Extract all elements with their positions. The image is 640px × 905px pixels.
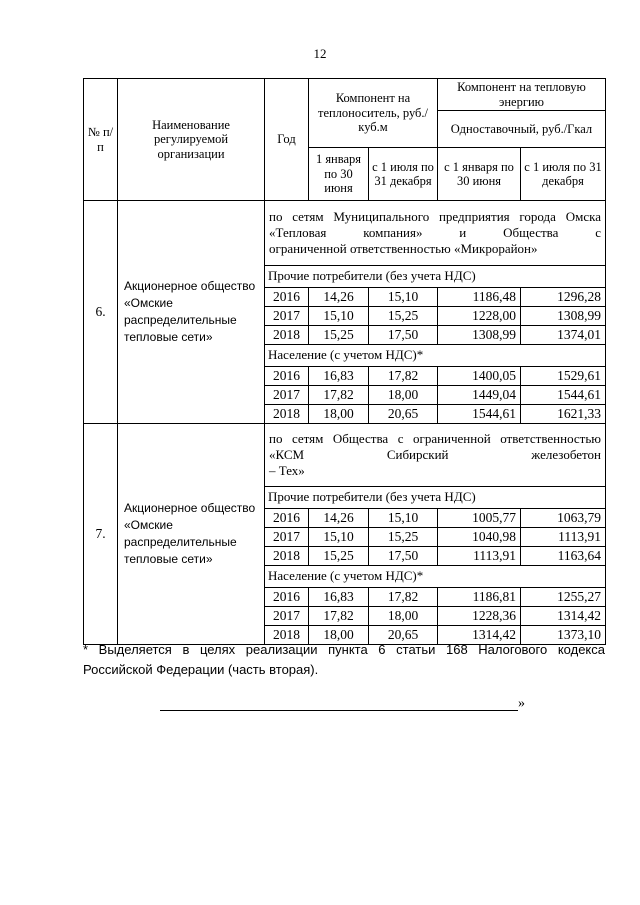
carrier-h2-cell: 20,65 <box>369 626 438 645</box>
year-cell: 2016 <box>265 288 309 307</box>
heat-h2-cell: 1113,91 <box>521 528 606 547</box>
carrier-h1-cell: 14,26 <box>309 288 369 307</box>
header-carrier: Компонент на теплоноситель, руб./куб.м <box>309 79 438 148</box>
carrier-h1-cell: 15,10 <box>309 528 369 547</box>
closing-line <box>160 696 530 716</box>
year-cell: 2017 <box>265 528 309 547</box>
year-cell: 2016 <box>265 588 309 607</box>
carrier-h2-cell: 15,25 <box>369 528 438 547</box>
carrier-h1-cell: 16,83 <box>309 367 369 386</box>
heat-h2-cell: 1063,79 <box>521 509 606 528</box>
organization-name: Акционерное общество «Омские распределительные тепловые сети» <box>118 201 265 424</box>
year-cell: 2018 <box>265 405 309 424</box>
consumer-group-label: Население (с учетом НДС)* <box>265 566 606 588</box>
header-org: Наименование регулируемой организации <box>118 79 265 201</box>
heat-h1-cell: 1186,48 <box>438 288 521 307</box>
heat-h1-cell: 1308,99 <box>438 326 521 345</box>
carrier-h2-cell: 17,82 <box>369 367 438 386</box>
year-cell: 2017 <box>265 386 309 405</box>
year-cell: 2018 <box>265 326 309 345</box>
heat-h2-cell: 1374,01 <box>521 326 606 345</box>
carrier-h2-cell: 20,65 <box>369 405 438 424</box>
consumer-group-label: Прочие потребители (без учета НДС) <box>265 266 606 288</box>
page-number: 12 <box>313 46 327 61</box>
network-description <box>265 201 606 266</box>
year-cell: 2016 <box>265 367 309 386</box>
carrier-h2-cell: 17,50 <box>369 326 438 345</box>
heat-h1-cell: 1228,36 <box>438 607 521 626</box>
header-period-4: с 1 июля по 31 декабря <box>521 148 606 201</box>
heat-h2-cell: 1373,10 <box>521 626 606 645</box>
network-row <box>84 201 606 266</box>
heat-h2-cell: 1296,28 <box>521 288 606 307</box>
carrier-h1-cell: 14,26 <box>309 509 369 528</box>
heat-h1-cell: 1113,91 <box>438 547 521 566</box>
consumer-group-label: Прочие потребители (без учета НДС) <box>265 487 606 509</box>
carrier-h2-cell: 15,10 <box>369 509 438 528</box>
year-cell: 2016 <box>265 509 309 528</box>
heat-h1-cell: 1449,04 <box>438 386 521 405</box>
signature-line <box>160 710 518 711</box>
network-text-end: ограниченной ответственностью «Микрорайон» <box>269 241 538 257</box>
carrier-h1-cell: 18,00 <box>309 405 369 424</box>
carrier-h1-cell: 15,10 <box>309 307 369 326</box>
header-year: Год <box>265 79 309 201</box>
carrier-h1-cell: 15,25 <box>309 547 369 566</box>
carrier-h1-cell: 15,25 <box>309 326 369 345</box>
heat-h2-cell: 1308,99 <box>521 307 606 326</box>
tariff-table <box>83 78 606 645</box>
network-text-end: – Тех» <box>269 463 305 479</box>
heat-h1-cell: 1186,81 <box>438 588 521 607</box>
heat-h2-cell: 1255,27 <box>521 588 606 607</box>
header-row <box>84 79 606 111</box>
carrier-h1-cell: 16,83 <box>309 588 369 607</box>
carrier-h2-cell: 18,00 <box>369 386 438 405</box>
header-single-rate: Одноставочный, руб./Гкал <box>438 111 606 148</box>
heat-h1-cell: 1314,42 <box>438 626 521 645</box>
header-period-2: с 1 июля по 31 декабря <box>369 148 438 201</box>
year-cell: 2017 <box>265 307 309 326</box>
carrier-h2-cell: 18,00 <box>369 607 438 626</box>
footnote: * Выделяется в целях реализации пункта 6 статьи 168 Налогового кодекса Российской Федерации (часть вторая). <box>83 642 605 678</box>
network-text: по сетям Муниципального предприятия города Омска «Тепловая компания» и Общества с <box>269 208 601 240</box>
year-cell: 2018 <box>265 626 309 645</box>
closing-quote: » <box>518 696 525 711</box>
carrier-h2-cell: 15,10 <box>369 288 438 307</box>
heat-h2-cell: 1529,61 <box>521 367 606 386</box>
header-heat: Компонент на тепловую энергию <box>438 79 606 111</box>
heat-h1-cell: 1228,00 <box>438 307 521 326</box>
year-cell: 2017 <box>265 607 309 626</box>
row-number: 7. <box>84 424 118 645</box>
carrier-h1-cell: 18,00 <box>309 626 369 645</box>
year-cell: 2018 <box>265 547 309 566</box>
header-period-1: 1 января по 30 июня <box>309 148 369 201</box>
network-text: по сетям Общества с ограниченной ответственностью «КСМ Сибирский железобетон <box>269 430 601 462</box>
heat-h1-cell: 1040,98 <box>438 528 521 547</box>
header-period-3: с 1 января по 30 июня <box>438 148 521 201</box>
carrier-h2-cell: 17,50 <box>369 547 438 566</box>
heat-h1-cell: 1005,77 <box>438 509 521 528</box>
carrier-h2-cell: 17,82 <box>369 588 438 607</box>
network-description <box>265 424 606 487</box>
header-no: № п/п <box>84 79 118 201</box>
network-row <box>84 424 606 487</box>
heat-h1-cell: 1544,61 <box>438 405 521 424</box>
heat-h1-cell: 1400,05 <box>438 367 521 386</box>
heat-h2-cell: 1163,64 <box>521 547 606 566</box>
organization-name: Акционерное общество «Омские распределительные тепловые сети» <box>118 424 265 645</box>
heat-h2-cell: 1544,61 <box>521 386 606 405</box>
heat-h2-cell: 1621,33 <box>521 405 606 424</box>
carrier-h1-cell: 17,82 <box>309 386 369 405</box>
consumer-group-label: Население (с учетом НДС)* <box>265 345 606 367</box>
carrier-h2-cell: 15,25 <box>369 307 438 326</box>
row-number: 6. <box>84 201 118 424</box>
heat-h2-cell: 1314,42 <box>521 607 606 626</box>
carrier-h1-cell: 17,82 <box>309 607 369 626</box>
